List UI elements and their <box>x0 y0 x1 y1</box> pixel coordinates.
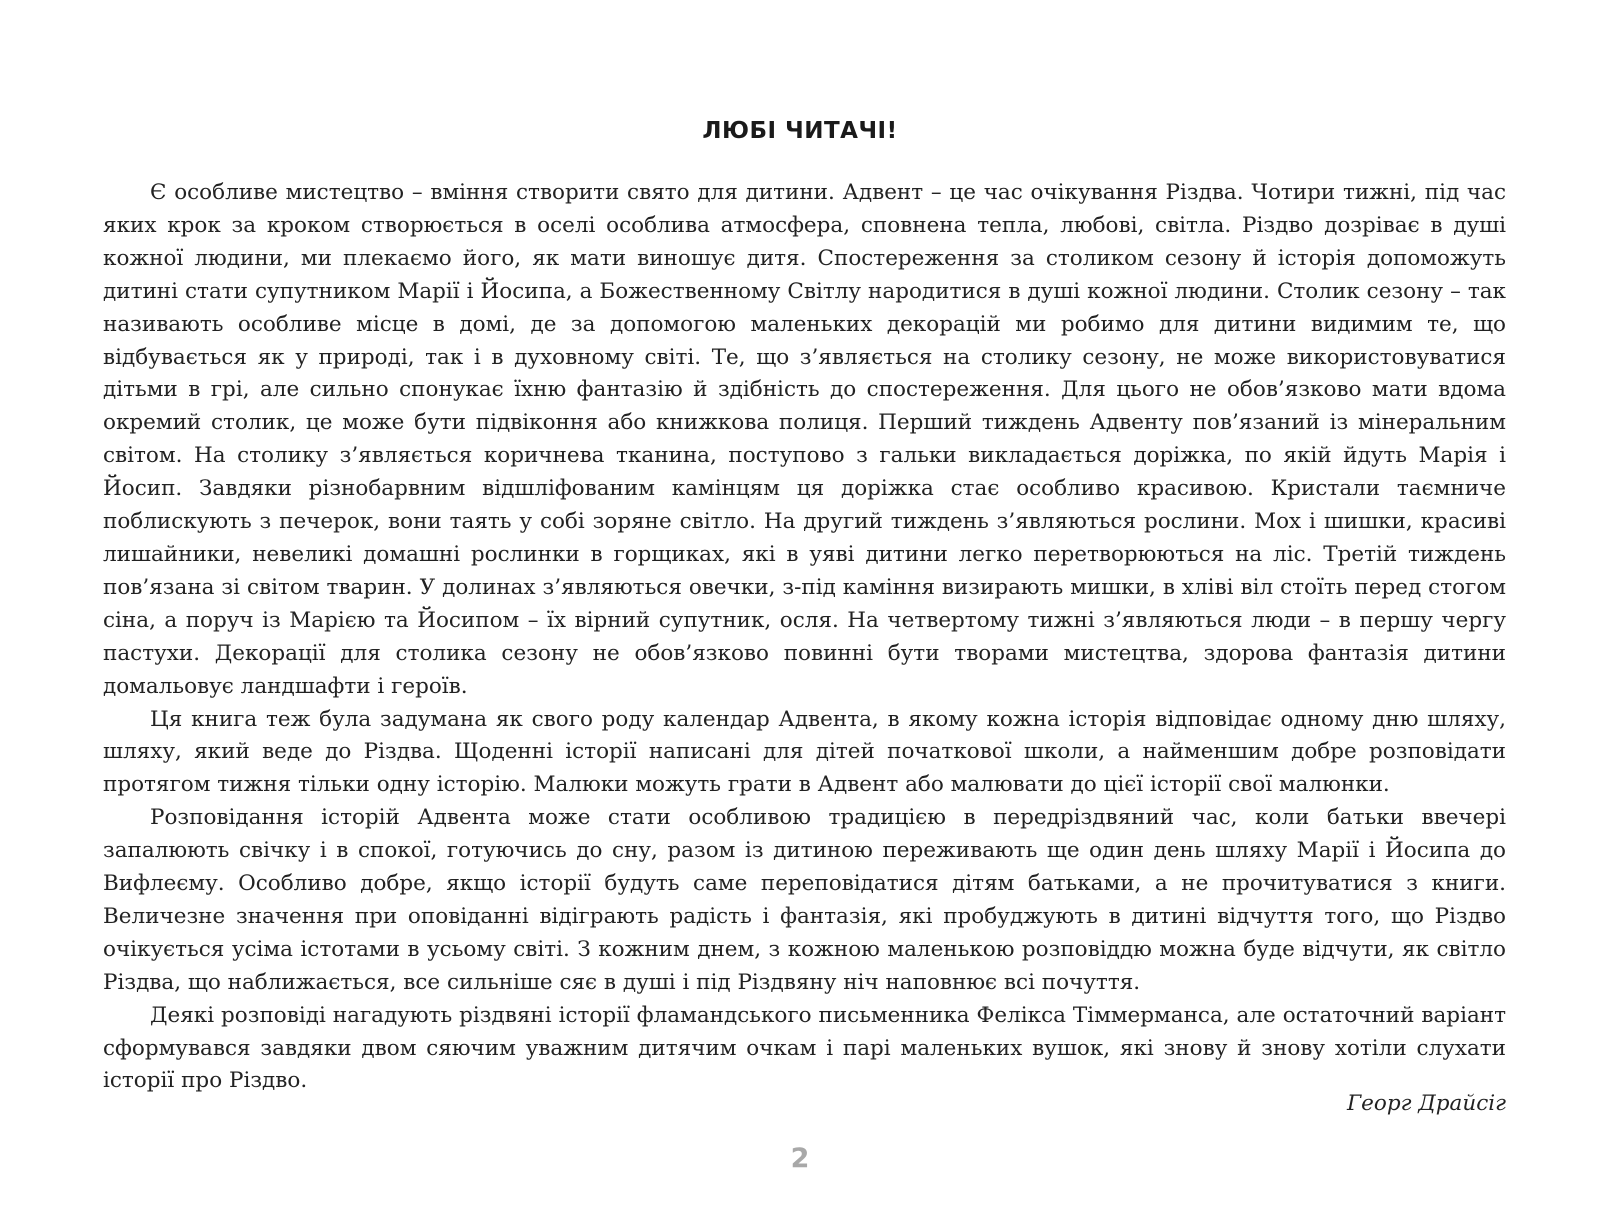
paragraph: Ця книга теж була задумана як свого роду календар Адвента, в якому кожна історія відповідає одному дню шляху, шляху, який веде до Різдва. Щоденні історії написані для дітей початкової школи, а найменшим добре розповідати протягом тижня тільки одну історію. Малюки можуть грати в Адвент або малювати до цієї історії свої малюнки. <box>103 706 1506 798</box>
body-text <box>103 177 1506 1098</box>
page-title: ЛЮБІ ЧИТАЧІ! <box>702 118 898 144</box>
paragraph: Розповідання історій Адвента може стати особливою традицією в передріздвяний час, коли батьки ввечері запалюють свічку і в спокої, готуючись до сну, разом із дитиною переживають ще один день шляху Марії і Йосипа до Вифлеєму. Особливо добре, якщо історії будуть саме переповідатися дітям батьками, а не прочитуватися з книги. Величезне значення при оповіданні відіграють радість і фантазія, які пробуджують в дитині відчуття того, що Різдво очікується усіма істотами в усьому світі. З кожним днем, з кожною маленькою розповіддю можна буде відчути, як світло Різдва, що наближається, все сильніше сяє в душі і під Різдвяну ніч наповнює всі почуття. <box>103 805 1506 995</box>
paragraph: Деякі розповіді нагадують різдвяні історії фламандського письменника Фелікса Тіммерманса, але остаточний варіант сформувався завдяки двом сяючим уважним дитячим очкам і парі маленьких вушок, які знову й знову хотіли слухати історії про Різдво. <box>103 1002 1506 1094</box>
paragraph: Є особливе мистецтво – вміння створити свято для дитини. Адвент – це час очікування Різдва. Чотири тижні, під час яких крок за кроком створюється в оселі особлива атмосфера, сповнена тепла, любові, світла. Різдво дозріває в душі кожної людини, ми плекаємо його, як мати виношує дитя. Спостереження за столиком сезону й історія допоможуть дитині стати супутником Марії і Йосипа, а Божественному Світлу народитися в душі кожної людини. Столик сезону – так називають особливе місце в домі, де за допомогою маленьких декорацій ми робимо для дитини видимим те, що відбувається як у природі, так і в духовному світі. Те, що з’являється на столику сезону, не може використовуватися дітьми в грі, але сильно спонукає їхню фантазію й здібність до спостереження. Для цього не обов’язково мати вдома окремий столик, це може бути підвіконня або книжкова полиця. Перший тиждень Адвенту пов’язаний із мінеральним світом. На столику з’являється коричнева тканина, поступово з гальки викладається доріжка, по якій йдуть Марія і Йосип. Завдяки різнобарвним відшліфованим камінцям ця доріжка стає особливо красивою. Кристали таємниче поблискують з печерок, вони таять у собі зоряне світло. На другий тиждень з’являються рослини. Мох і шишки, красиві лишайники, невеликі домашні рослинки в горщиках, які в уяві дитини легко перетворюються на ліс. Третій тиждень пов’язана зі світом тварин. У долинах з’являються овечки, з-під каміння визирають мишки, в хліві віл стоїть перед стогом сіна, а поруч із Марією та Йосипом – їх вірний супутник, осля. На четвертому тижні з’являються люди – в першу чергу пастухи. Декорації для столика сезону не обов’язково повинні бути творами мистецтва, здорова фантазія дитини домальовує ландшафти і героїв. <box>103 180 1506 699</box>
page-number: 2 <box>790 1143 810 1174</box>
author-signature: Георг Драйсіг <box>1346 1091 1506 1116</box>
